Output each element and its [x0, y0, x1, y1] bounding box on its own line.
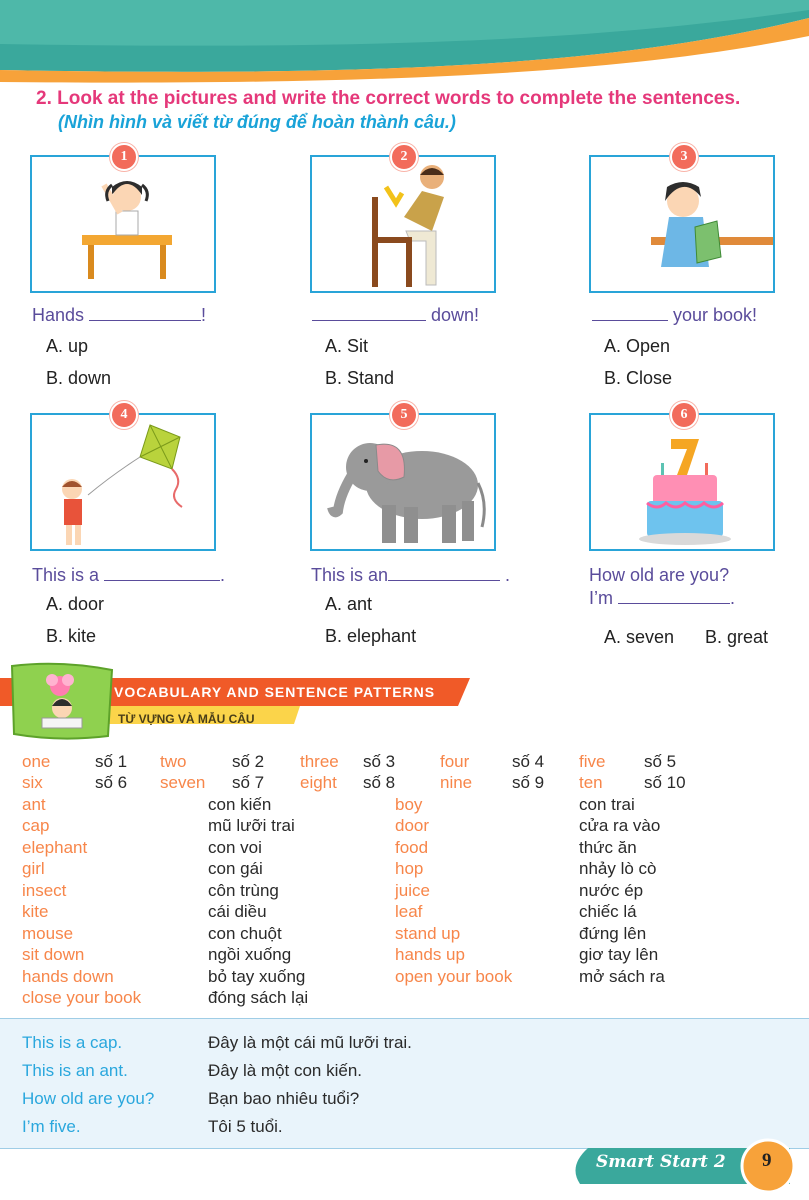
vocab-word: open your book: [395, 967, 513, 986]
vocab-meaning: con trai: [579, 795, 635, 814]
vocab-meaning: cái diều: [208, 902, 267, 921]
vocab-meaning: côn trùng: [208, 881, 279, 900]
vocab-meaning: nhảy lò cò: [579, 859, 657, 878]
vocab-number-meaning: số 5: [644, 752, 677, 771]
vocab-number-word: ten: [579, 773, 603, 792]
picture-1-girl-raising-hand: [30, 155, 216, 293]
vocab-meaning: con chuột: [208, 924, 282, 943]
pattern-vietnamese: Đây là một cái mũ lưỡi trai.: [208, 1033, 412, 1052]
vocab-number-word: eight: [300, 773, 337, 792]
vocab-word: close your book: [22, 988, 142, 1007]
pattern-vietnamese: Đây là một con kiến.: [208, 1061, 363, 1080]
vocab-word: boy: [395, 795, 423, 814]
vocab-word: juice: [395, 881, 430, 900]
series-name: Smart Start 2: [596, 1152, 726, 1172]
answer-blank-1[interactable]: [89, 306, 201, 321]
item-6-prompt: I’m .: [589, 588, 736, 608]
item-5-option-b[interactable]: B. elephant: [325, 626, 417, 646]
vocab-word: kite: [22, 902, 49, 921]
vocab-number-meaning: số 8: [363, 773, 396, 792]
exercise-title: 2. Look at the pictures and write the correct words to complete the sentences.: [36, 88, 741, 109]
vocab-meaning: mở sách ra: [579, 967, 665, 986]
vocab-number-word: six: [22, 773, 43, 792]
vocab-word: hop: [395, 859, 424, 878]
vocab-number-meaning: số 9: [512, 773, 545, 792]
pattern-english: I’m five.: [22, 1117, 81, 1136]
vocab-word: food: [395, 838, 429, 857]
picture-5-elephant: [310, 413, 496, 551]
picture-2-man-sitting: [310, 155, 496, 293]
item-number-badge: 2: [390, 143, 418, 171]
vocab-word: cap: [22, 816, 50, 835]
vocab-number-meaning: số 2: [232, 752, 265, 771]
answer-blank-4[interactable]: [104, 566, 220, 581]
vocab-meaning: mũ lưỡi trai: [208, 816, 295, 835]
vocab-meaning: nước ép: [579, 881, 644, 900]
vocab-banner: [0, 662, 809, 742]
item-6-prompt-question: How old are you?: [589, 565, 730, 585]
vocab-number-word: nine: [440, 773, 473, 792]
answer-blank-3[interactable]: [592, 306, 668, 321]
vocab-meaning: chiếc lá: [579, 902, 637, 921]
item-2-option-b[interactable]: B. Stand: [325, 368, 395, 388]
item-4-prompt: This is a .: [32, 565, 226, 585]
vocab-number-word: two: [160, 752, 187, 771]
vocab-word: mouse: [22, 924, 74, 943]
vocab-word: stand up: [395, 924, 461, 943]
item-6-option-b[interactable]: B. great: [705, 627, 769, 647]
item-1-option-b[interactable]: B. down: [46, 368, 112, 388]
answer-blank-2[interactable]: [312, 306, 426, 321]
vocab-meaning: ngồi xuống: [208, 945, 292, 964]
item-2-prompt: down!: [312, 305, 479, 326]
item-1-option-a[interactable]: A. up: [46, 336, 89, 356]
item-1-prompt: Hands !: [32, 305, 207, 325]
item-3-option-a[interactable]: A. Open: [604, 336, 671, 356]
vocab-word: elephant: [22, 838, 88, 857]
pattern-vietnamese: Bạn bao nhiêu tuổi?: [208, 1089, 360, 1108]
vocab-number-meaning: số 10: [644, 773, 686, 792]
vocab-meaning: đóng sách lại: [208, 988, 309, 1007]
vocab-number-meaning: số 6: [95, 773, 128, 792]
pattern-english: How old are you?: [22, 1089, 155, 1108]
item-6-option-a[interactable]: A. seven: [604, 627, 675, 647]
vocab-word: leaf: [395, 902, 423, 921]
top-wave-decoration: [0, 0, 809, 90]
vocab-number-word: three: [300, 752, 339, 771]
item-3-prompt: your book!: [592, 305, 757, 326]
vocab-section-title: VOCABULARY AND SENTENCE PATTERNS: [114, 684, 436, 700]
vocab-meaning: cửa ra vào: [579, 816, 661, 835]
item-5-option-a[interactable]: A. ant: [325, 594, 373, 614]
vocab-number-word: four: [440, 752, 470, 771]
vocab-word: sit down: [22, 945, 85, 964]
picture-3-girl-with-book: [589, 155, 775, 293]
vocab-number-meaning: số 1: [95, 752, 128, 771]
item-4-option-b[interactable]: B. kite: [46, 626, 97, 646]
item-number-badge: 4: [110, 401, 138, 429]
item-number-badge: 3: [670, 143, 698, 171]
vocab-section-subtitle: TỪ VỰNG VÀ MẪU CÂU: [118, 712, 255, 726]
exercise-subtitle: (Nhìn hình và viết từ đúng để hoàn thành câu.): [58, 112, 456, 132]
vocab-number-word: five: [579, 752, 606, 771]
pattern-english: This is an ant.: [22, 1061, 128, 1080]
vocab-number-meaning: số 7: [232, 773, 265, 792]
vocab-meaning: con voi: [208, 838, 262, 857]
vocab-word: hands up: [395, 945, 465, 964]
vocab-word: hands down: [22, 967, 114, 986]
item-number-badge: 6: [670, 401, 698, 429]
item-number-badge: 5: [390, 401, 418, 429]
vocab-meaning: thức ăn: [579, 838, 637, 857]
page-number: 9: [762, 1150, 772, 1171]
vocab-meaning: con gái: [208, 859, 263, 878]
picture-4-boy-flying-kite: [30, 413, 216, 551]
answer-blank-6[interactable]: [618, 589, 730, 604]
item-2-option-a[interactable]: A. Sit: [325, 336, 369, 356]
vocab-number-meaning: số 3: [363, 752, 396, 771]
divider: [0, 1018, 809, 1019]
vocab-meaning: giơ tay lên: [579, 945, 659, 964]
vocab-word: ant: [22, 795, 46, 814]
pattern-english: This is a cap.: [22, 1033, 123, 1052]
vocab-number-word: one: [22, 752, 51, 771]
pattern-vietnamese: Tôi 5 tuổi.: [208, 1117, 283, 1136]
vocab-word: girl: [22, 859, 45, 878]
vocab-word: insect: [22, 881, 67, 900]
item-5-prompt: This is an .: [311, 565, 511, 585]
vocab-meaning: bỏ tay xuống: [208, 967, 306, 986]
vocab-number-word: seven: [160, 773, 206, 792]
vocab-meaning: con kiến: [208, 795, 272, 814]
item-4-option-a[interactable]: A. door: [46, 594, 105, 614]
item-3-option-b[interactable]: B. Close: [604, 368, 673, 388]
answer-blank-5[interactable]: [388, 566, 500, 581]
picture-6-birthday-cake: [589, 413, 775, 551]
vocab-number-meaning: số 4: [512, 752, 545, 771]
vocab-word: door: [395, 816, 430, 835]
item-number-badge: 1: [110, 143, 138, 171]
vocab-meaning: đứng lên: [579, 924, 647, 943]
